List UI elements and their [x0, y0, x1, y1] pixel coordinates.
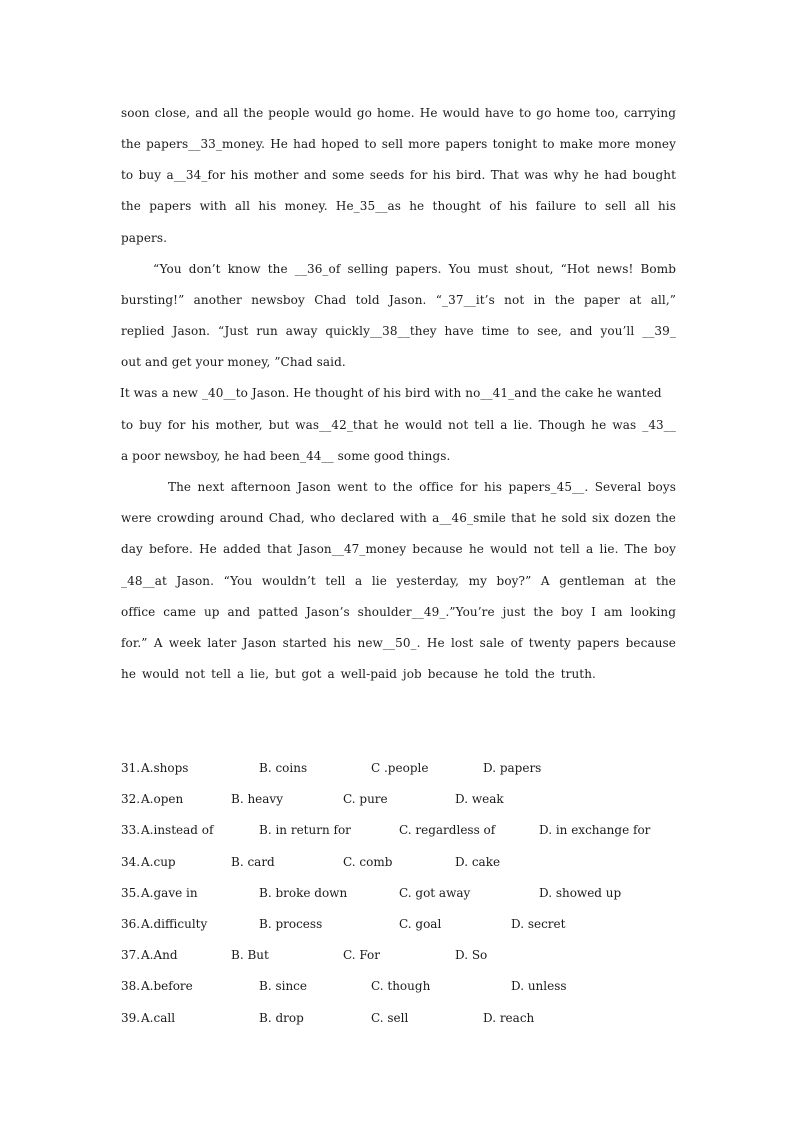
- option-b: B. card: [231, 855, 275, 869]
- question-33: [121, 822, 651, 838]
- option-d: D. reach: [483, 1011, 535, 1025]
- question-39: [121, 1010, 535, 1026]
- option-c: C. comb: [343, 855, 393, 869]
- question-number: 31.: [121, 761, 141, 775]
- question-32: [121, 791, 504, 807]
- option-d: D. unless: [511, 979, 567, 993]
- option-c: C. sell: [371, 1011, 409, 1025]
- passage-line: to buy a__34_for his mother and some seeds for his bird. That was why he had bought: [121, 168, 676, 182]
- question-31: [121, 760, 542, 776]
- option-c: C. regardless of: [399, 823, 496, 837]
- option-c: C. got away: [399, 886, 471, 900]
- option-b: B. since: [259, 979, 307, 993]
- option-c: C. goal: [399, 917, 442, 931]
- question-35: [121, 885, 622, 901]
- option-b: B. But: [231, 948, 269, 962]
- question-number: 39.: [121, 1011, 141, 1025]
- question-number: 38.: [121, 979, 141, 993]
- option-a: A.instead of: [141, 823, 214, 837]
- option-a: A.gave in: [141, 886, 198, 900]
- option-d: D. weak: [455, 792, 504, 806]
- question-number: 33.: [121, 823, 141, 837]
- question-number: 37.: [121, 948, 141, 962]
- option-a: A.open: [141, 792, 184, 806]
- option-c: C. For: [343, 948, 381, 962]
- option-d: D. in exchange for: [539, 823, 651, 837]
- question-34: [121, 854, 501, 870]
- option-c: C. pure: [343, 792, 388, 806]
- passage-line: _48__at Jason. “You wouldn’t tell a lie yesterday, my boy?” A gentleman at the: [121, 574, 676, 588]
- option-a: A.difficulty: [141, 917, 208, 931]
- option-a: A.cup: [141, 855, 176, 869]
- passage-line: the papers__33_money. He had hoped to sell more papers tonight to make more money: [121, 137, 676, 151]
- option-b: B. drop: [259, 1011, 304, 1025]
- passage-line: to buy for his mother, but was__42_that he would not tell a lie. Though he was _43__: [121, 418, 676, 432]
- passage-line: the papers with all his money. He_35__as he thought of his failure to sell all his: [121, 199, 676, 213]
- question-number: 36.: [121, 917, 141, 931]
- option-c: C .people: [371, 761, 429, 775]
- option-b: B. broke down: [259, 886, 348, 900]
- passage-line: he would not tell a lie, but got a well-paid job because he told the truth.: [121, 667, 596, 681]
- passage-line: soon close, and all the people would go home. He would have to go home too, carrying: [121, 106, 676, 120]
- option-a: A.shops: [141, 761, 189, 775]
- passage-line: bursting!” another newsboy Chad told Jason. “_37__it’s not in the paper at all,”: [121, 293, 676, 307]
- option-a: A.call: [141, 1011, 176, 1025]
- question-37: [121, 947, 488, 963]
- option-b: B. coins: [259, 761, 308, 775]
- question-number: 35.: [121, 886, 141, 900]
- option-d: D. showed up: [539, 886, 622, 900]
- passage-line: day before. He added that Jason__47_money because he would not tell a lie. The boy: [121, 542, 676, 556]
- option-d: D. So: [455, 948, 488, 962]
- question-number: 32.: [121, 792, 141, 806]
- option-c: C. though: [371, 979, 431, 993]
- option-d: D. papers: [483, 761, 542, 775]
- question-number: 34.: [121, 855, 141, 869]
- option-b: B. heavy: [231, 792, 283, 806]
- question-36: [121, 916, 566, 932]
- passage-line: were crowding around Chad, who declared with a__46_smile that he sold six dozen the: [121, 511, 676, 525]
- passage-line: papers.: [121, 231, 168, 245]
- passage-line: office came up and patted Jason’s shoulder__49_.”You’re just the boy I am looking: [121, 605, 676, 619]
- passage-line: a poor newsboy, he had been_44__ some good things.: [121, 449, 451, 463]
- option-d: D. cake: [455, 855, 501, 869]
- passage-line: It was a new _40__to Jason. He thought of his bird with no__41_and the cake he wanted: [120, 386, 662, 400]
- option-d: D. secret: [511, 917, 566, 931]
- passage-line: The next afternoon Jason went to the office for his papers_45__. Several boys: [168, 480, 676, 494]
- option-a: A.And: [141, 948, 178, 962]
- passage-line: out and get your money, ”Chad said.: [121, 355, 346, 369]
- passage-line: “You don’t know the __36_of selling papers. You must shout, “Hot news! Bomb: [153, 262, 676, 276]
- option-b: B. process: [259, 917, 323, 931]
- option-b: B. in return for: [259, 823, 351, 837]
- option-a: A.before: [141, 979, 193, 993]
- question-38: [121, 978, 567, 994]
- passage-line: replied Jason. “Just run away quickly__38__they have time to see, and you’ll __39_: [121, 324, 676, 338]
- passage-line: for.” A week later Jason started his new__50_. He lost sale of twenty papers because: [121, 636, 676, 650]
